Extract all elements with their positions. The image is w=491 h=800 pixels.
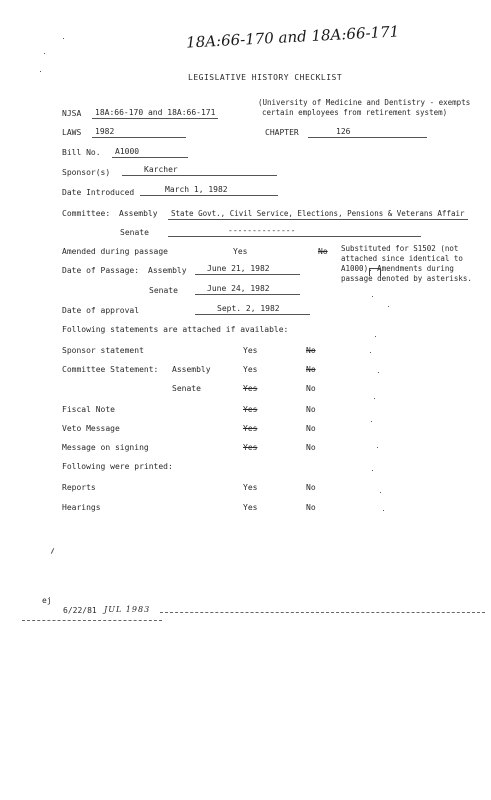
scan-speck [380,492,381,493]
message-on-signing-label: Message on signing [62,443,149,452]
sponsor-statement-yes: Yes [243,346,258,355]
committee-statement-assembly-no: No [306,365,316,374]
hearings-no: No [306,503,316,512]
amended-label: Amended during passage [62,247,168,256]
footer-received-stamp: JUL 1983 [104,605,151,614]
date-of-approval-value: Sept. 2, 1982 [195,304,310,315]
sponsors-label: Sponsor(s) [62,168,111,177]
scan-speck [378,372,379,373]
veto-message-label: Veto Message [62,424,120,433]
bill-no-value: A1000 [112,147,188,158]
committee-statement-assembly-yes: Yes [243,365,258,374]
scan-speck [388,306,389,307]
hearings-yes: Yes [243,503,258,512]
date-of-approval-label: Date of approval [62,306,140,315]
message-on-signing-no: No [306,443,316,452]
footer-date: 6/22/81 [63,606,97,615]
scan-speck [374,398,375,399]
committee-statement-senate-yes: Yes [243,384,258,393]
laws-value: 1982 [92,127,186,138]
hearings-label: Hearings [62,503,101,512]
amended-note-line1: Substituted for S1502 (not [341,244,459,253]
scan-speck [40,71,41,72]
chapter-label: CHAPTER [265,128,299,137]
scan-speck [375,336,376,337]
committee-statement-senate-label: Senate [172,384,201,393]
amended-note-line2: attached since identical to [341,254,463,263]
date-introduced-label: Date Introduced [62,188,135,197]
sponsors-value: Karcher [122,165,277,176]
committee-assembly-label: Assembly [119,209,158,218]
footer-dashed-rule-right [160,612,485,613]
committee-senate-value: -------------- [168,226,421,237]
njsa-label: NJSA [62,109,82,118]
committee-assembly-value: State Govt., Civil Service, Elections, Pensions & Veterans Affair [168,209,468,220]
scan-speck [44,53,45,54]
passage-senate-label: Senate [149,286,178,295]
scan-speck [370,352,371,353]
scan-speck [383,510,384,511]
chapter-value: 126 [308,127,427,138]
scan-speck [371,421,372,422]
njsa-note-line2: certain employees from retirement system) [262,108,448,117]
passage-senate-value: June 24, 1982 [195,284,300,295]
scan-speck [372,470,373,471]
committee-senate-label: Senate [120,228,149,237]
amended-yes: Yes [233,247,248,256]
passage-assembly-label: Assembly [148,266,187,275]
veto-message-yes: Yes [243,424,258,433]
reports-label: Reports [62,483,96,492]
amended-note-line4: passage denoted by asterisks. [341,274,472,283]
scan-bracket-mark [369,268,381,276]
njsa-value: 18A:66-170 and 18A:66-171 [92,108,218,119]
fiscal-note-no: No [306,405,316,414]
committee-statement-label: Committee Statement: [62,365,159,374]
footer-dashed-rule-left [22,620,162,621]
scan-speck [372,296,373,297]
bill-no-label: Bill No. [62,148,101,157]
amended-no: No [318,247,328,256]
scan-speck [377,447,378,448]
footer-initials: ej [42,596,52,605]
amended-note-line3: A1000). Amendments during [341,264,454,273]
committee-statement-assembly-label: Assembly [172,365,211,374]
passage-assembly-value: June 21, 1982 [195,264,300,275]
committee-statement-senate-no: No [306,384,316,393]
reports-no: No [306,483,316,492]
sponsor-statement-no: No [306,346,316,355]
date-introduced-value: March 1, 1982 [140,185,278,196]
laws-label: LAWS [62,128,82,137]
veto-message-no: No [306,424,316,433]
fiscal-note-label: Fiscal Note [62,405,115,414]
printed-heading: Following were printed: [62,462,173,471]
njsa-note-line1: (University of Medicine and Dentistry - exempts [258,98,471,107]
page-title: LEGISLATIVE HISTORY CHECKLIST [188,73,343,82]
handwritten-statute-header: 18A:66-170 and 18A:66-171 [185,22,400,52]
scan-speck [63,38,64,39]
sponsor-statement-label: Sponsor statement [62,346,144,355]
message-on-signing-yes: Yes [243,443,258,452]
attached-statements-heading: Following statements are attached if available: [62,325,289,334]
committee-label: Committee: [62,209,111,218]
date-of-passage-label: Date of Passage: [62,266,140,275]
scan-mark [51,548,54,554]
reports-yes: Yes [243,483,258,492]
fiscal-note-yes: Yes [243,405,258,414]
